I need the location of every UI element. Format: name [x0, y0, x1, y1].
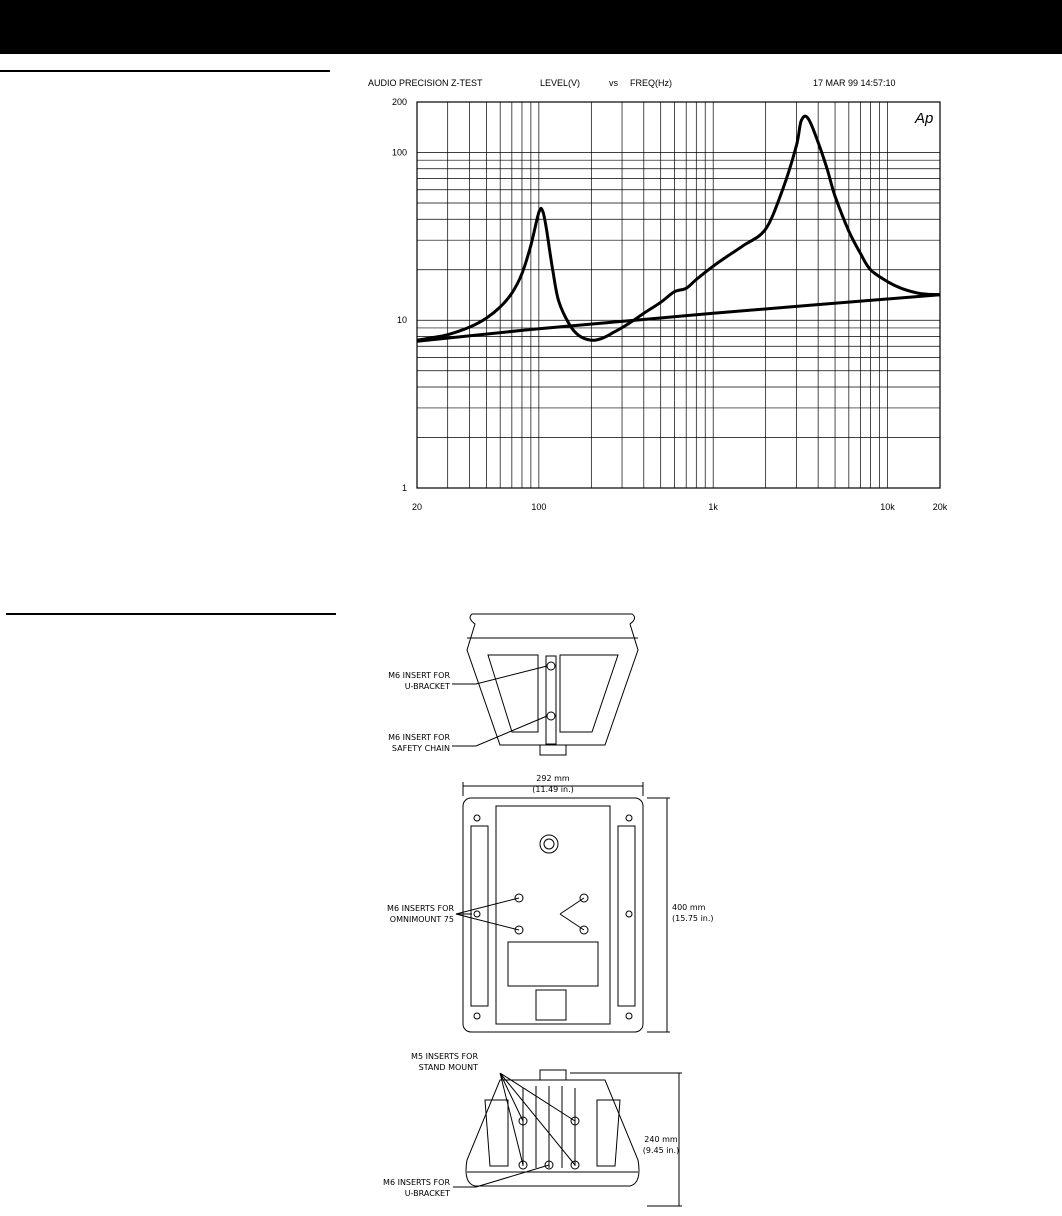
rear-corner-1: [474, 815, 480, 821]
rear-width-mm: 292 mm: [536, 774, 570, 783]
section-rule-top: [0, 70, 330, 72]
rear-side-2: [626, 911, 632, 917]
chart-vs: vs: [609, 78, 618, 88]
top-insert-1-label-line2: U-BRACKET: [404, 682, 450, 691]
chart-title: AUDIO PRECISION Z-TEST: [368, 78, 483, 88]
top-view-rail: [546, 656, 556, 744]
leader-top-2: [452, 716, 547, 746]
chart-x-quantity: FREQ(Hz): [630, 78, 672, 88]
rear-height-mm: 400 mm: [672, 903, 706, 912]
x-tick-labels: [412, 502, 948, 512]
leader-bottom-bracket: [453, 1165, 549, 1187]
top-view: [452, 614, 638, 755]
x-tick-label: 100: [531, 502, 547, 512]
y-tick-label: 100: [391, 147, 407, 158]
bottom-view-tab: [540, 1070, 566, 1080]
rear-view-outline: [463, 798, 643, 1032]
bottom-view-panels: [485, 1100, 620, 1166]
leader-top-1: [452, 666, 547, 684]
top-insert-1-label-line1: M6 INSERT FOR: [388, 671, 450, 680]
top-insert-2: [547, 712, 555, 720]
y-tick-label: 10: [396, 315, 407, 326]
chart-y-quantity: LEVEL(V): [540, 78, 581, 88]
rear-connector: [540, 835, 558, 853]
bottom-depth-mm: 240 mm: [644, 1135, 678, 1144]
rear-connector-inner: [544, 839, 554, 849]
rear-corner-3: [474, 1013, 480, 1019]
data-lines: [417, 116, 940, 341]
mounting-drawings: [360, 600, 760, 1216]
rear-corner-4: [626, 1013, 632, 1019]
x-tick-label: 1k: [708, 502, 718, 512]
y-tick-label: 1: [401, 483, 407, 493]
rear-side-1: [474, 911, 480, 917]
impedance-chart: [360, 72, 960, 522]
rear-inserts-label-line1: M6 INSERTS FOR: [387, 904, 454, 913]
rear-height-in: (15.75 in.): [672, 914, 714, 923]
ap-logo: Ap: [915, 110, 934, 127]
x-tick-label: 20: [411, 502, 423, 512]
rear-inserts-label-line2: OMNIMOUNT 75: [389, 915, 454, 924]
series-line-2: [417, 295, 940, 342]
y-tick-label: 200: [391, 97, 407, 107]
header-bar: [0, 0, 1062, 54]
top-insert-2-label-line1: M6 INSERT FOR: [388, 733, 450, 742]
leader-bottom-stand: [500, 1073, 575, 1165]
rear-terminal: [536, 990, 566, 1020]
top-insert-1: [547, 662, 555, 670]
x-tick-label: 10k: [880, 502, 895, 512]
chart-grid: [417, 102, 940, 488]
top-view-left-panel: [488, 655, 538, 732]
chart-timestamp: 17 MAR 99 14:57:10: [813, 78, 896, 88]
bottom-stand-label-line1: M5 INSERTS FOR: [411, 1052, 478, 1061]
bottom-bracket-label-line1: M6 INSERTS FOR: [383, 1178, 450, 1187]
bottom-bracket-label-line2: U-BRACKET: [404, 1189, 450, 1198]
rear-height-dimension: [647, 798, 670, 1032]
bottom-depth-in: (9.45 in.): [642, 1146, 680, 1155]
top-insert-2-label-line2: SAFETY CHAIN: [391, 744, 450, 753]
rear-view-plate: [496, 806, 610, 1024]
series-line-1: [417, 116, 940, 340]
top-view-foot: [540, 745, 566, 755]
rear-corner-2: [626, 815, 632, 821]
x-tick-label: 20k: [932, 502, 948, 512]
rear-label-plate: [508, 942, 598, 986]
y-tick-labels: [392, 97, 407, 493]
section-rule-bottom: [6, 613, 336, 615]
bottom-view-outline: [466, 1080, 639, 1186]
top-view-right-panel: [560, 655, 618, 732]
leader-rear: [456, 898, 584, 930]
bottom-stand-label-line2: STAND MOUNT: [418, 1063, 478, 1072]
rear-width-in: (11.49 in.): [532, 785, 574, 794]
rear-view: [456, 782, 670, 1032]
